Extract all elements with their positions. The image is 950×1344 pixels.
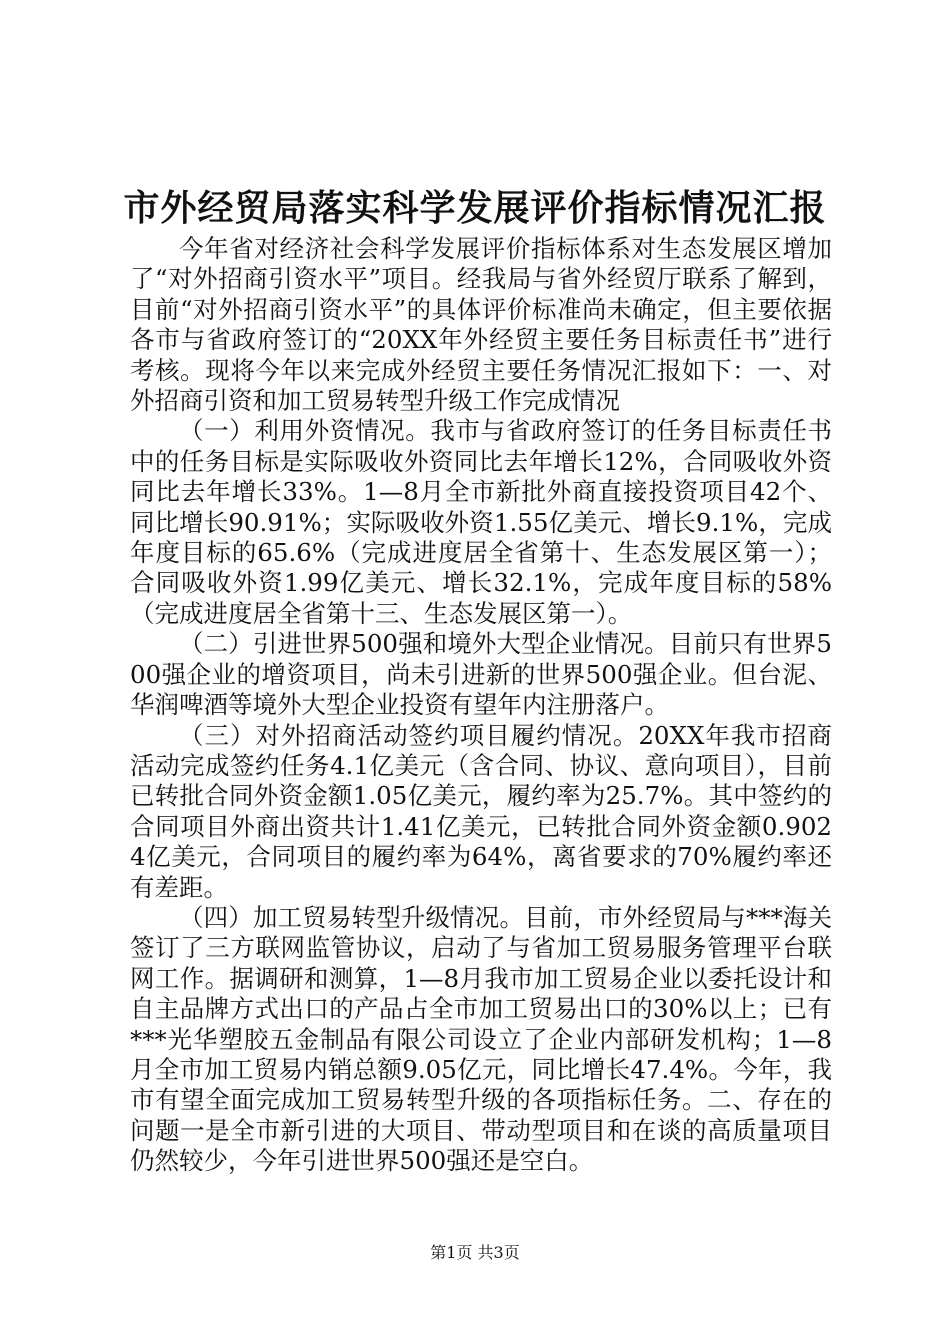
document-title: 市外经贸局落实科学发展评价指标情况汇报 — [123, 187, 827, 229]
page-number-footer: 第1页 共3页 — [430, 1243, 520, 1262]
paragraph-foreign-investment: （一）利用外资情况。我市与省政府签订的任务目标责任书中的任务目标是实际吸收外资同比去年增长12%，合同吸收外资同比去年增长33%。1—8月全市新批外商直接投资项目42个、同比增长90.91%；实际吸收外资1.55亿美元、增长9.1%，完成年度目标的65.6%（完成进度居全省第十、生态发展区第一）；合同吸收外资1.99亿美元、增长32.1%，完成年度目标的58%（完成进度居全省第十三、生态发展区第一）。 — [130, 416, 832, 628]
paragraph-contract-performance: （三）对外招商活动签约项目履约情况。20XX年我市招商活动完成签约任务4.1亿美元（含合同、协议、意向项目），目前已转批合同外资金额1.05亿美元，履约率为25.7%。其中签约的合同项目外商出资共计1.41亿美元，已转批合同外资金额0.9024亿美元，合同项目的履约率为64%，离省要求的70%履约率还有差距。 — [130, 720, 832, 902]
paragraph-fortune-500: （二）引进世界500强和境外大型企业情况。目前只有世界500强企业的增资项目，尚未引进新的世界500强企业。但台泥、华润啤酒等境外大型企业投资有望年内注册落户。 — [130, 629, 832, 720]
paragraph-intro: 今年省对经济社会科学发展评价指标体系对生态发展区增加了“对外招商引资水平”项目。经我局与省外经贸厅联系了解到，目前“对外招商引资水平”的具体评价标准尚未确定，但主要依据各市与省政府签订的“20XX年外经贸主要任务目标责任书”进行考核。现将今年以来完成外经贸主要任务情况汇报如下：一、对外招商引资和加工贸易转型升级工作完成情况 — [130, 234, 832, 416]
document-body — [130, 234, 832, 1177]
paragraph-processing-trade: （四）加工贸易转型升级情况。目前，市外经贸局与***海关签订了三方联网监管协议，启动了与省加工贸易服务管理平台联网工作。据调研和测算，1—8月我市加工贸易企业以委托设计和自主品牌方式出口的产品占全市加工贸易出口的30%以上；已有***光华塑胶五金制品有限公司设立了企业内部研发机构；1—8月全市加工贸易内销总额9.05亿元，同比增长47.4%。今年，我市有望全面完成加工贸易转型升级的各项指标任务。二、存在的问题一是全市新引进的大项目、带动型项目和在谈的高质量项目仍然较少，今年引进世界500强还是空白。 — [130, 902, 832, 1176]
